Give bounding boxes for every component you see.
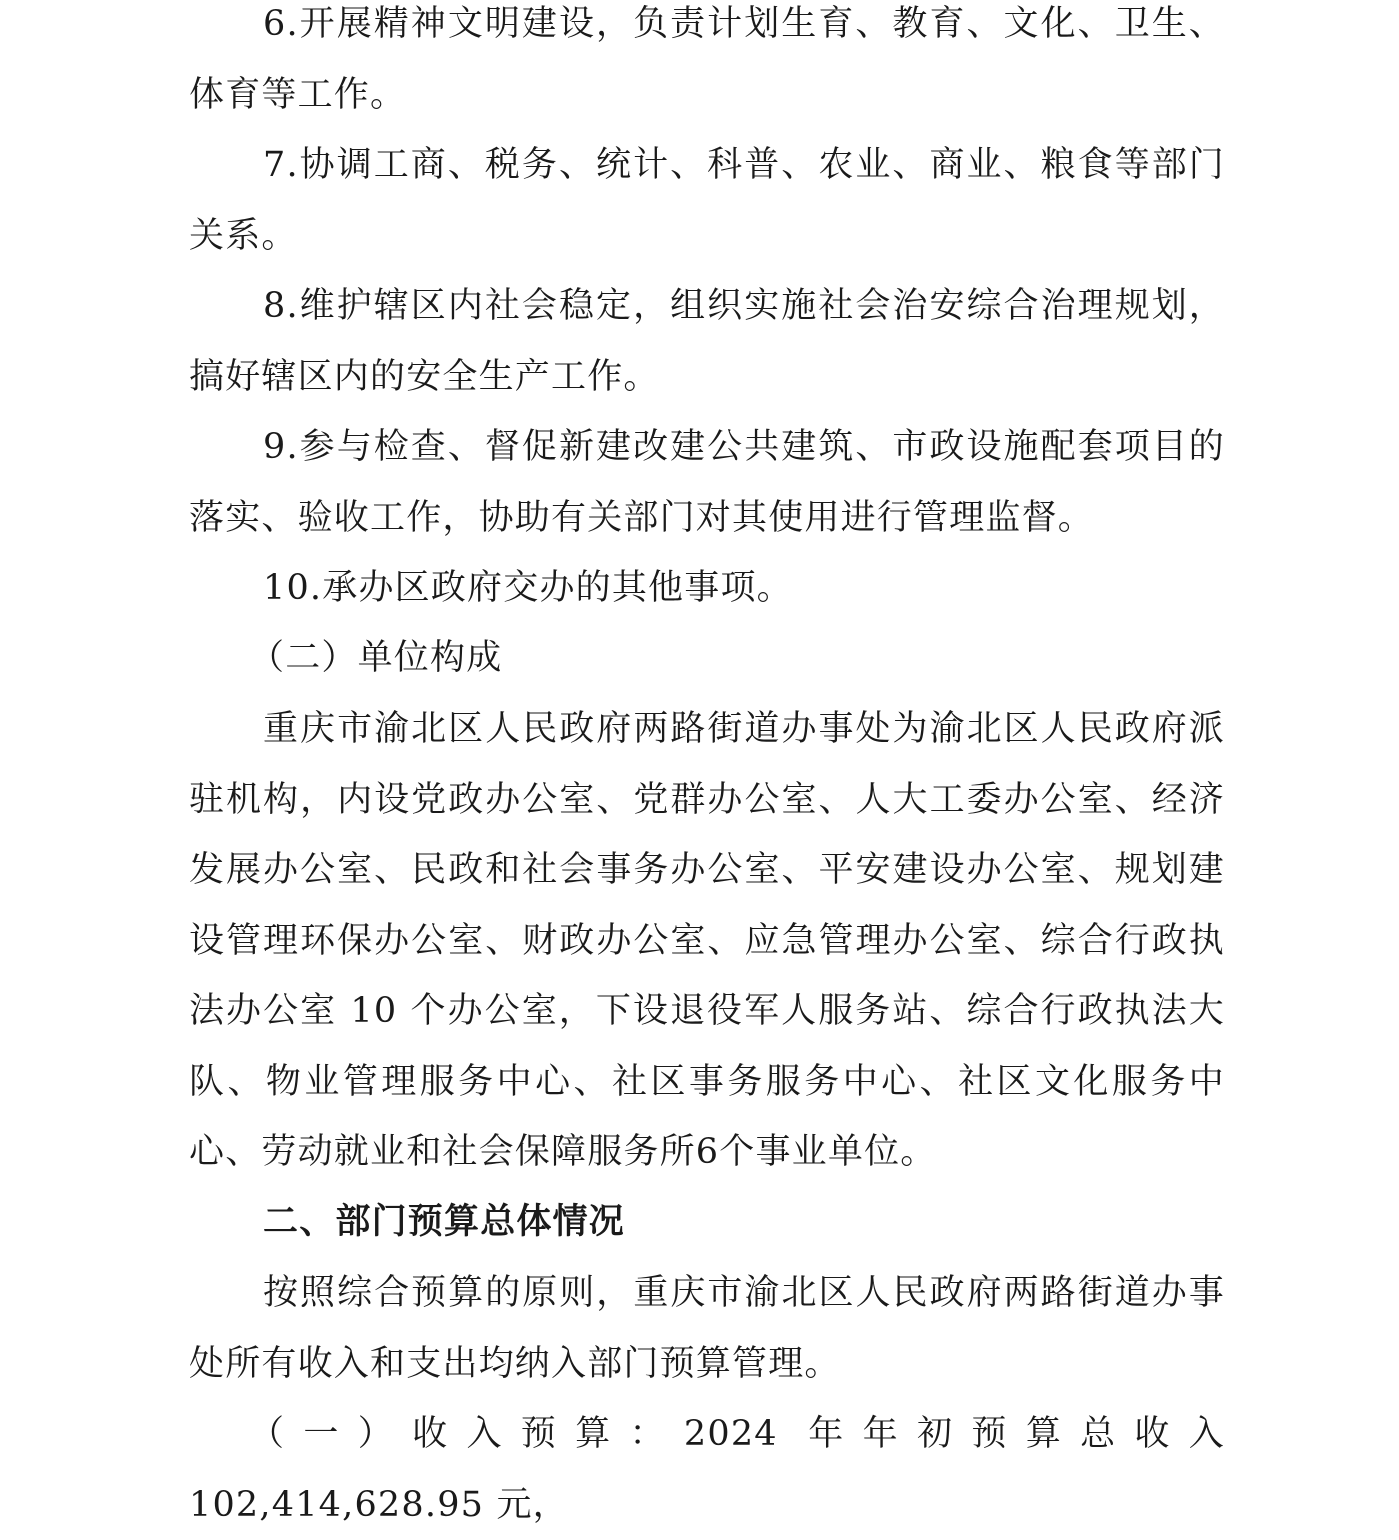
income-budget-line: （一）收入预算：2024 年年初预算总收入 102,414,628.95 元，	[189, 1414, 1225, 1525]
unit-composition-heading: （二）单位构成	[249, 638, 503, 678]
duty-item-10: 10.承办区政府交办的其他事项。	[263, 568, 793, 608]
duty-item-9: 9.参与检查、督促新建改建公共建筑、市政设施配套项目的落实、验收工作，协助有关部门对其使用进行管理监督。	[189, 427, 1225, 538]
duty-item-6: 6.开展精神文明建设，负责计划生育、教育、文化、卫生、体育等工作。	[189, 4, 1225, 115]
duty-item-7: 7.协调工商、税务、统计、科普、农业、商业、粮食等部门关系。	[189, 145, 1225, 256]
duty-item-8: 8.维护辖区内社会稳定，组织实施社会治安综合治理规划，搞好辖区内的安全生产工作。	[189, 286, 1225, 397]
budget-overview-body: 按照综合预算的原则，重庆市渝北区人民政府两路街道办事处所有收入和支出均纳入部门预算管理。	[189, 1273, 1225, 1384]
unit-composition-body: 重庆市渝北区人民政府两路街道办事处为渝北区人民政府派驻机构，内设党政办公室、党群办公室、人大工委办公室、经济发展办公室、民政和社会事务办公室、平安建设办公室、规划建设管理环保办公室、财政办公室、应急管理办公室、综合行政执法办公室 10 个办公室，下设退役军人服务站、综合行政执法大队、物业管理服务中心、社区事务服务中心、社区文化服务中心、劳动就业和社会保障服务所6个事业单位。	[189, 709, 1225, 1172]
budget-overview-heading: 二、部门预算总体情况	[263, 1202, 626, 1242]
